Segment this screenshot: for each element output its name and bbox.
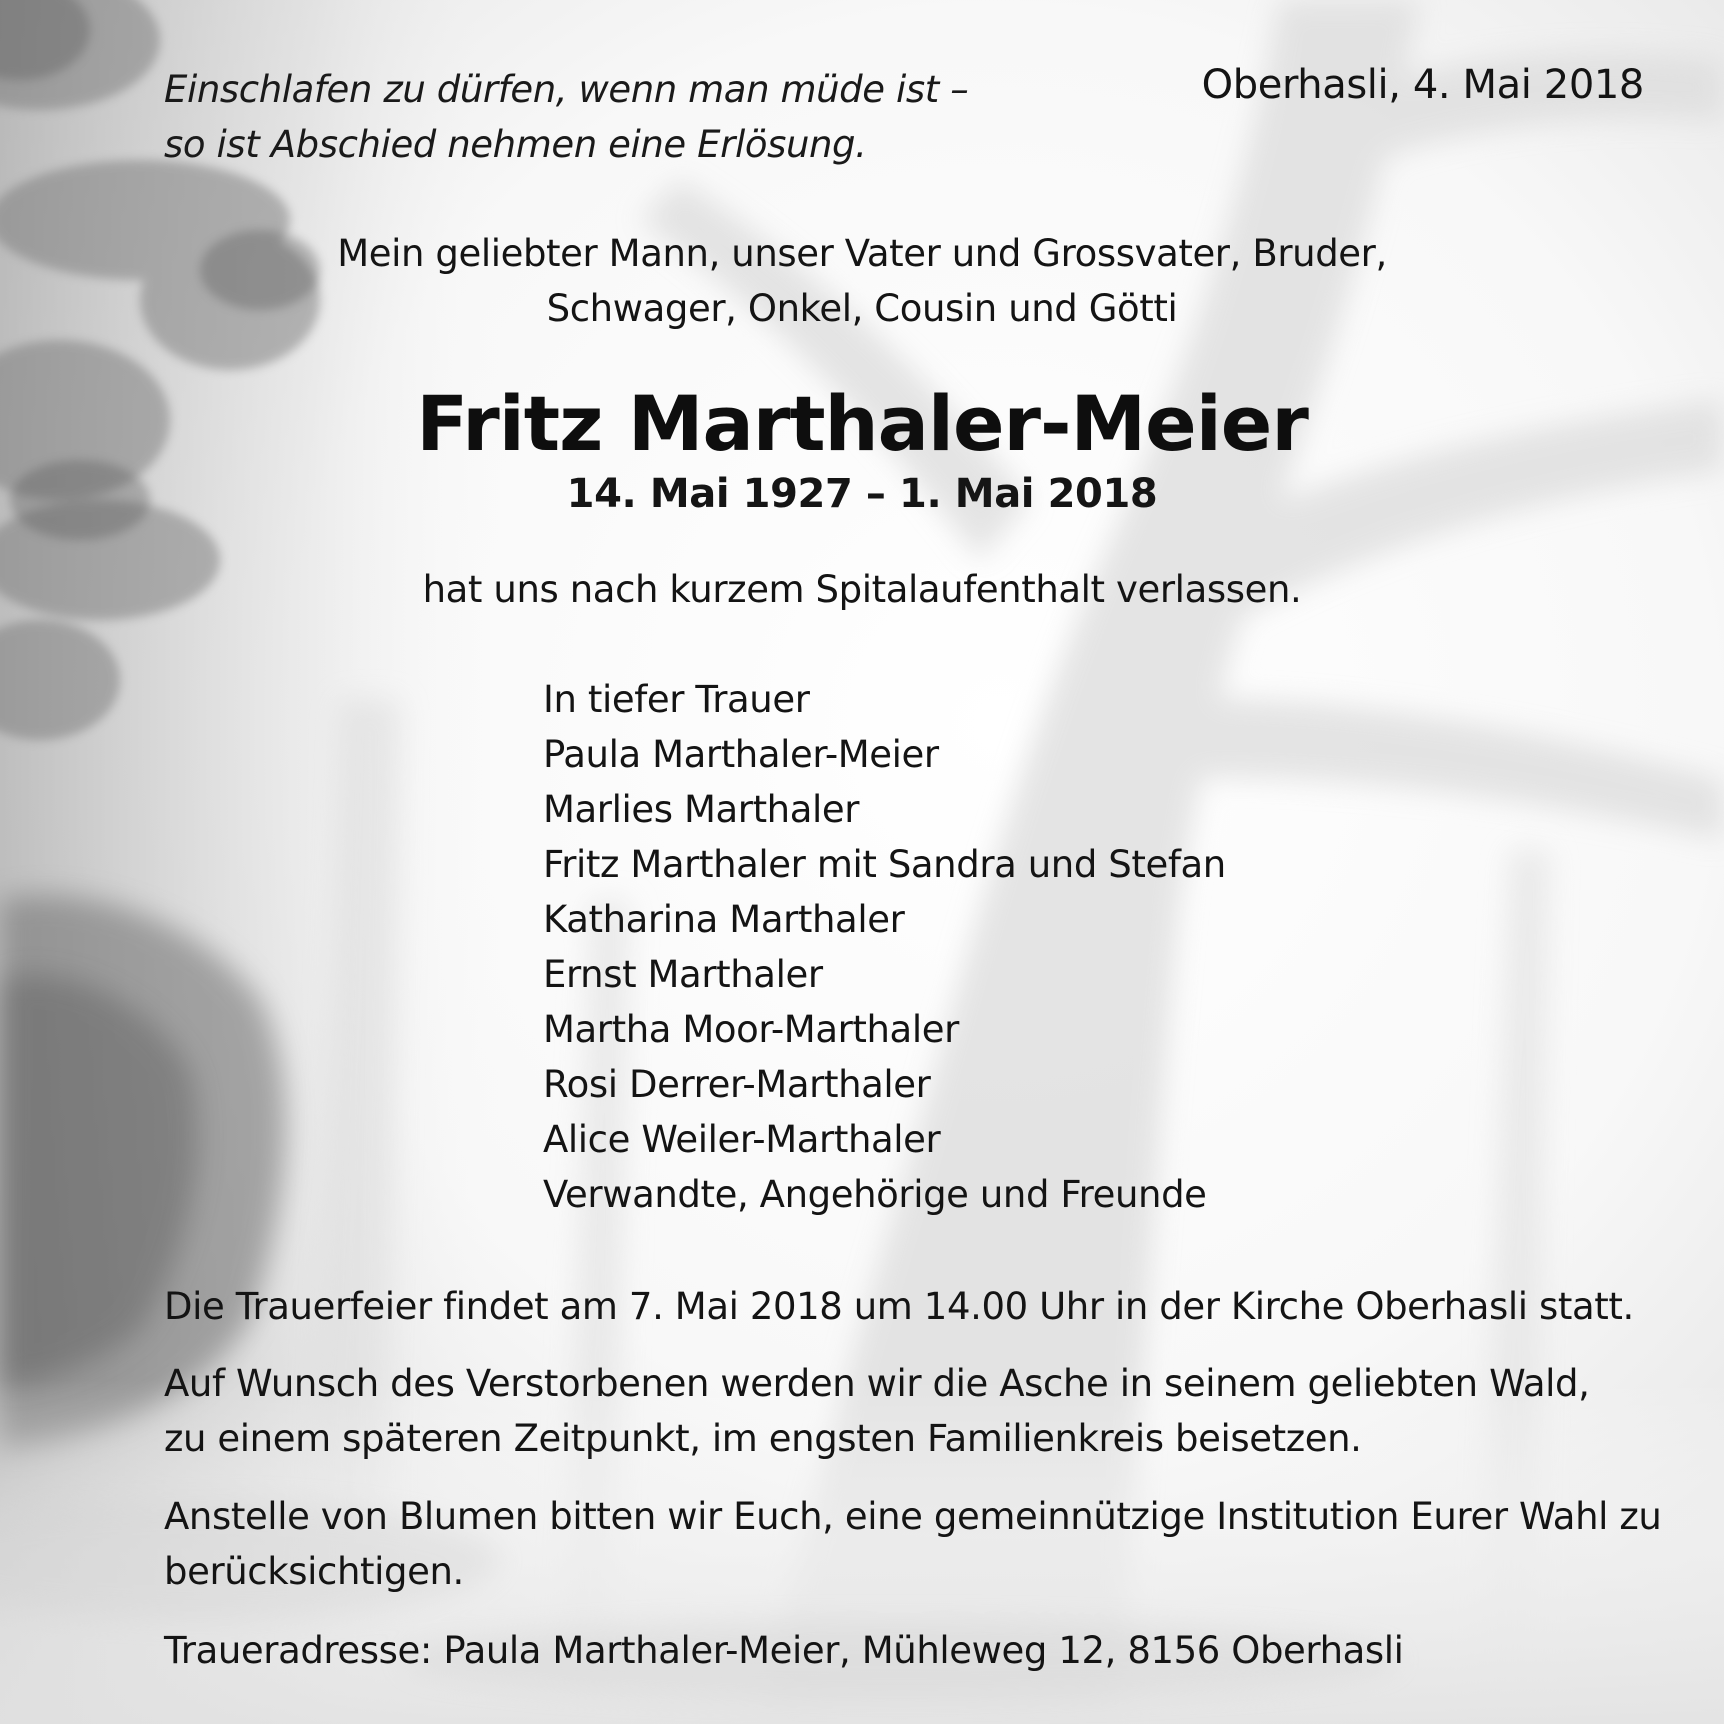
mourner-item: Rosi Derrer-Marthaler bbox=[543, 1063, 931, 1106]
flowers-notice-line-2: berücksichtigen. bbox=[164, 1550, 464, 1593]
intro-line-1: Mein geliebter Mann, unser Vater und Grossvater, Bruder, bbox=[337, 232, 1387, 275]
flowers-notice bbox=[164, 1489, 1661, 1599]
place-date: Oberhasli, 4. Mai 2018 bbox=[1201, 62, 1644, 108]
funeral-notice: Die Trauerfeier findet am 7. Mai 2018 um 14.00 Uhr in der Kirche Oberhasli statt. bbox=[164, 1285, 1634, 1328]
mourner-item: Paula Marthaler-Meier bbox=[543, 733, 939, 776]
mourner-item: Martha Moor-Marthaler bbox=[543, 1008, 959, 1051]
life-dates: 14. Mai 1927 – 1. Mai 2018 bbox=[566, 471, 1158, 517]
deceased-name: Fritz Marthaler-Meier bbox=[416, 379, 1308, 468]
mourner-item: Katharina Marthaler bbox=[543, 898, 905, 941]
mourner-item: Fritz Marthaler mit Sandra und Stefan bbox=[543, 843, 1226, 886]
ashes-notice-line-1: Auf Wunsch des Verstorbenen werden wir die Asche in seinem geliebten Wald, bbox=[164, 1362, 1590, 1405]
mourning-address: Traueradresse: Paula Marthaler-Meier, Mühleweg 12, 8156 Oberhasli bbox=[164, 1629, 1404, 1672]
flowers-notice-line-1: Anstelle von Blumen bitten wir Euch, eine gemeinnützige Institution Eurer Wahl zu bbox=[164, 1495, 1662, 1538]
motto-quote bbox=[164, 62, 968, 172]
ashes-notice bbox=[164, 1356, 1590, 1466]
mourner-item: Marlies Marthaler bbox=[543, 788, 860, 831]
mourner-item: Alice Weiler-Marthaler bbox=[543, 1118, 941, 1161]
mourner-item: Verwandte, Angehörige und Freunde bbox=[543, 1173, 1207, 1216]
intro-text bbox=[0, 226, 1724, 336]
motto-line-2: so ist Abschied nehmen eine Erlösung. bbox=[164, 123, 867, 166]
ashes-notice-line-2: zu einem späteren Zeitpunkt, im engsten Familienkreis beisetzen. bbox=[164, 1417, 1362, 1460]
passing-message: hat uns nach kurzem Spitalaufenthalt verlassen. bbox=[422, 568, 1302, 611]
mourners-heading: In tiefer Trauer bbox=[543, 678, 810, 721]
mourner-item: Ernst Marthaler bbox=[543, 953, 823, 996]
mourners-list bbox=[543, 672, 1226, 1222]
intro-line-2: Schwager, Onkel, Cousin und Götti bbox=[546, 287, 1178, 330]
motto-line-1: Einschlafen zu dürfen, wenn man müde ist – bbox=[164, 68, 969, 111]
